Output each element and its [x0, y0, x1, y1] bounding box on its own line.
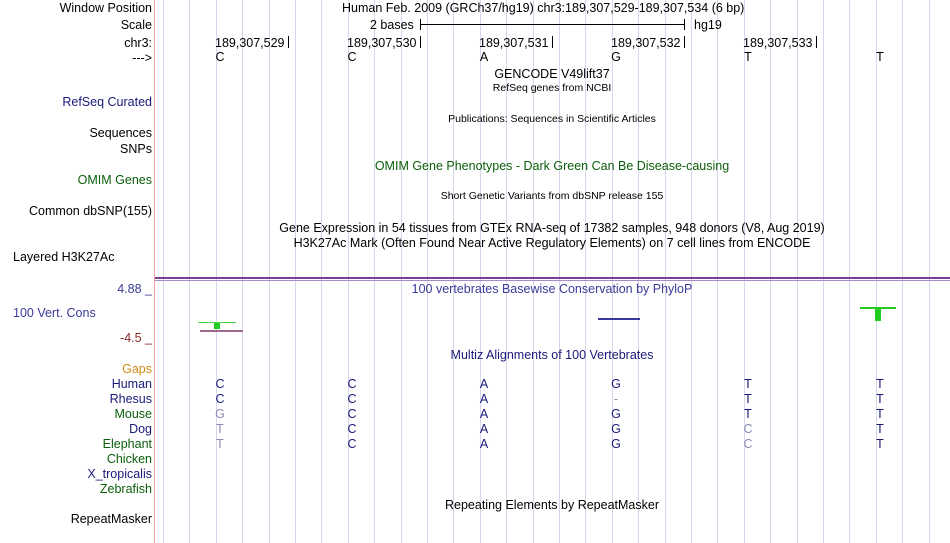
guide-line [295, 0, 296, 543]
guide-line [163, 0, 164, 543]
species-label-chicken[interactable]: Chicken [106, 452, 152, 466]
reference-base: T [744, 50, 752, 64]
phylop-mark-base4 [598, 318, 640, 320]
guide-line [401, 0, 402, 543]
alignment-base: G [611, 422, 621, 436]
refseq-track-label[interactable]: RefSeq Curated [62, 95, 152, 109]
alignment-base: T [876, 422, 884, 436]
alignment-base: A [479, 437, 489, 451]
ruler-position-label: 189,307,531 [479, 36, 549, 50]
alignment-base: - [613, 392, 619, 406]
alignment-base: C [215, 392, 225, 406]
alignment-base: T [744, 407, 752, 421]
track-separator-shadow [155, 280, 950, 281]
alignment-base: G [611, 407, 621, 421]
guide-line [612, 0, 613, 543]
snps-track-label[interactable]: SNPs [120, 142, 152, 156]
alignment-base: A [479, 422, 489, 436]
phylop-track-title: 100 vertebrates Basewise Conservation by PhyloP [411, 282, 693, 296]
scale-bar [420, 24, 685, 25]
phylop-mark-base1-low [200, 330, 243, 332]
alignment-base: C [347, 392, 357, 406]
dbsnp-track-label[interactable]: Common dbSNP(155) [29, 204, 152, 218]
repeatmasker-track-label[interactable]: RepeatMasker [70, 512, 152, 526]
alignment-base: C [347, 377, 357, 391]
multiz-track-title: Multiz Alignments of 100 Vertebrates [450, 348, 654, 362]
ruler-tick [816, 36, 817, 48]
alignment-base: C [347, 437, 357, 451]
repeatmasker-track-title: Repeating Elements by RepeatMasker [444, 498, 660, 512]
guide-line [189, 0, 190, 543]
publications-track-title: Publications: Sequences in Scientific Articles [448, 113, 656, 125]
gtex-track-title: Gene Expression in 54 tissues from GTEx RNA-seq of 17382 samples, 948 donors (V8, Aug 2019) [279, 221, 825, 235]
alignment-base: G [611, 437, 621, 451]
alignment-base: C [347, 422, 357, 436]
h3k27ac-track-title: H3K27Ac Mark (Often Found Near Active Regulatory Elements) on 7 cell lines from ENCODE [293, 236, 811, 250]
omim-track-label[interactable]: OMIM Genes [77, 173, 152, 187]
gencode-track-title[interactable]: GENCODE V49lift37 [494, 67, 610, 81]
ruler-tick [420, 36, 421, 48]
reference-base: A [479, 50, 489, 64]
chrom-label: chr3: [124, 36, 152, 50]
alignment-base: A [479, 392, 489, 406]
guide-line [638, 0, 639, 543]
guide-line [849, 0, 850, 543]
strand-label: ---> [132, 51, 152, 65]
species-label-rhesus[interactable]: Rhesus [109, 392, 152, 406]
alignment-base: T [876, 392, 884, 406]
ruler-tick [288, 36, 289, 48]
guide-line [427, 0, 428, 543]
reference-base: T [876, 50, 884, 64]
species-label-elephant[interactable]: Elephant [102, 437, 152, 451]
h3k27ac-track-label[interactable]: Layered H3K27Ac [13, 250, 115, 264]
alignment-base: T [216, 437, 224, 451]
alignment-base: T [876, 377, 884, 391]
scale-value: 2 bases [370, 18, 414, 32]
guide-line [269, 0, 270, 543]
alignment-base: A [479, 377, 489, 391]
alignment-base: A [479, 407, 489, 421]
guide-line [691, 0, 692, 543]
alignment-base: T [876, 437, 884, 451]
guide-line [770, 0, 771, 543]
guide-line [453, 0, 454, 543]
phylop-min-label: -4.5 _ [120, 331, 152, 345]
alignment-base: C [215, 377, 225, 391]
species-label-dog[interactable]: Dog [129, 422, 152, 436]
alignment-base: T [876, 407, 884, 421]
alignment-base: G [215, 407, 225, 421]
species-label-mouse[interactable]: Mouse [114, 407, 152, 421]
guide-line [744, 0, 745, 543]
guide-line [216, 0, 217, 543]
species-label-x_tropicalis[interactable]: X_tropicalis [87, 467, 152, 481]
scale-assembly: hg19 [694, 18, 722, 32]
guide-line [929, 0, 930, 543]
window-position-value[interactable]: Human Feb. 2009 (GRCh37/hg19) chr3:189,307,529-189,307,534 (6 bp) [342, 1, 745, 15]
reference-base: G [611, 50, 621, 64]
track-separator [155, 277, 950, 279]
alignment-base: T [744, 377, 752, 391]
guide-line [480, 0, 481, 543]
guide-line [242, 0, 243, 543]
ruler-tick [684, 36, 685, 48]
ruler-position-label: 189,307,529 [215, 36, 285, 50]
guide-line [321, 0, 322, 543]
window-position-label: Window Position [59, 1, 152, 15]
species-label-zebrafish[interactable]: Zebrafish [99, 482, 152, 496]
refseq-track-subtitle: RefSeq genes from NCBI [492, 82, 612, 94]
guide-line [374, 0, 375, 543]
dbsnp-track-title: Short Genetic Variants from dbSNP release 155 [440, 190, 664, 202]
omim-track-title: OMIM Gene Phenotypes - Dark Green Can Be Disease-causing [374, 159, 730, 173]
alignment-base: C [743, 422, 753, 436]
phylop-track-label[interactable]: 100 Vert. Cons [13, 306, 96, 320]
ruler-tick [552, 36, 553, 48]
ruler-position-label: 189,307,530 [347, 36, 417, 50]
reference-base: C [215, 50, 225, 64]
species-label-human[interactable]: Human [111, 377, 152, 391]
alignment-base: C [347, 407, 357, 421]
phylop-mark-base1-bar [214, 323, 220, 329]
scale-bar-right-cap [684, 19, 685, 30]
guide-line [797, 0, 798, 543]
sequences-track-label[interactable]: Sequences [89, 126, 152, 140]
scale-label: Scale [120, 18, 152, 32]
alignment-base: T [216, 422, 224, 436]
alignment-base: T [744, 392, 752, 406]
guide-line [876, 0, 877, 543]
guide-line [717, 0, 718, 543]
guide-line [348, 0, 349, 543]
alignment-base: C [743, 437, 753, 451]
alignment-base: G [611, 377, 621, 391]
guide-line [823, 0, 824, 543]
guide-line [665, 0, 666, 543]
gaps-track-label[interactable]: Gaps [122, 362, 152, 376]
ruler-position-label: 189,307,532 [611, 36, 681, 50]
reference-base: C [347, 50, 357, 64]
ruler-position-label: 189,307,533 [743, 36, 813, 50]
phylop-mark-base6-bar [875, 309, 881, 321]
phylop-max-label: 4.88 _ [117, 282, 152, 296]
guide-line [902, 0, 903, 543]
